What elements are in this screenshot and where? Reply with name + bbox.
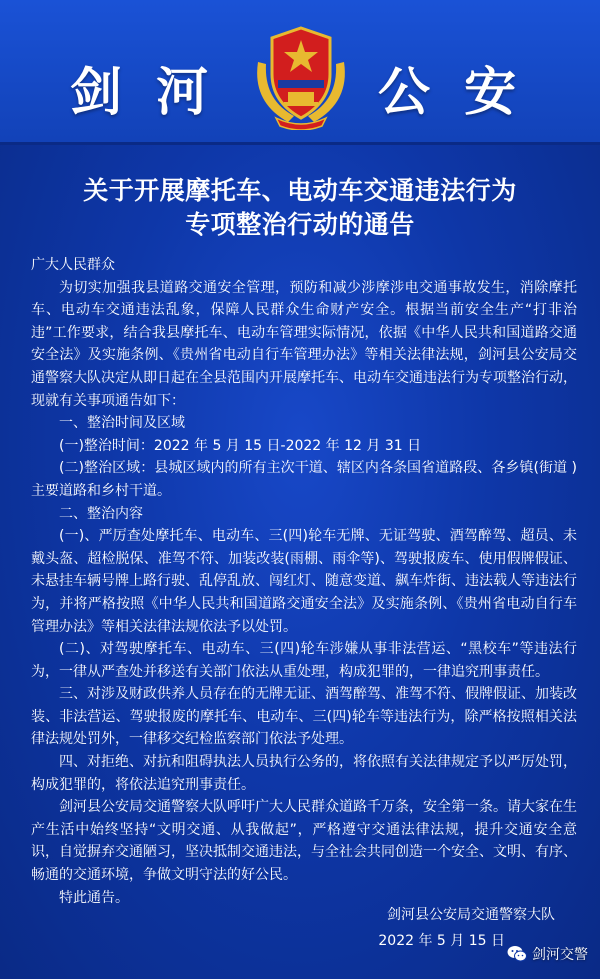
notice-title-line1: 关于开展摩托车、电动车交通违法行为 [83, 176, 517, 205]
paragraph: 三、对涉及财政供养人员存在的无牌无证、酒驾醉驾、准驾不符、假牌假证、加装改装、非法营运、驾驶报废的摩托车、电动车、三(四)轮车等违法行为，除严格按照相关法律法规处罚外，一律移交纪检监察部门依法予处理。 [31, 686, 577, 748]
brand-right-text: 公 安 [378, 63, 525, 123]
header-banner [0, 0, 600, 142]
notice-title-line2: 专项整治行动的通告 [185, 210, 415, 239]
signature: 剑河县公安局交通警察大队 [387, 907, 555, 923]
paragraph: 为切实加强我县道路交通安全管理，预防和减少涉摩涉电交通事故发生，消除摩托车、电动车交通违法乱象，保障人民群众生命财产安全。根据当前安全生产“打非治违”工作要求，结合我县摩托车、电动车管理实际情况，依据《中华人民共和国道路交通安全法》及实施条例、《贵州省电动自行车管理办法》等相关法律法规，剑河县公安局交通警察大队决定从即日起在全县范围内开展摩托车、电动车交通违法行为专项整治行动，现就有关事项通告如下： [31, 279, 577, 409]
watermark-label: 剑河交警 [532, 947, 588, 963]
police-emblem-icon [248, 22, 354, 130]
paragraph: (二)整治区域：县城区域内的所有主次干道、辖区内各条国省道路段、各乡镇(街道 )主要道路和乡村干道。 [31, 460, 577, 499]
paragraph: 剑河县公安局交通警察大队呼吁广大人民群众道路千万条，安全第一条。请大家在生产生活中始终坚持“文明交通、从我做起”，严格遵守交通法律法规，提升交通安全意识，自觉摒弃交通陋习，坚决抵制交通违法，与全社会共同创造一个安全、文明、有序、畅通的交通环境，争做文明守法的好公民。 [31, 799, 577, 884]
watermark [507, 942, 588, 966]
header-divider [0, 142, 600, 145]
section-heading: 二、整治内容 [59, 505, 143, 522]
section-heading: 一、整治时间及区域 [59, 415, 185, 432]
paragraph: (二)、对驾驶摩托车、电动车、三(四)轮车涉嫌从事非法营运、“黑校车”等违法行为，一律从严查处并移送有关部门依法从重处理，构成犯罪的，一律追究刑事责任。 [31, 641, 577, 680]
closing: 特此通告。 [59, 889, 129, 906]
notice-date: 2022 年 5 月 15 日 [378, 933, 505, 949]
paragraph: (一)整治时间：2022 年 5 月 15 日-2022 年 12 月 31 日 [59, 437, 422, 454]
paragraph: (一)、严厉查处摩托车、电动车、三(四)轮车无牌、无证驾驶、酒驾醉驾、超员、未戴头盔、超检脱保、准驾不符、加装改装(雨棚、雨伞等)、驾驶报废车、使用假牌假证、未悬挂车辆号牌上路行驶、乱停乱放、闯红灯、随意变道、飙车炸街、违法载人等违法行为，并将严格按照《中华人民共和国道路交通安全法》及实施条例、《贵州省电动自行车管理办法》等相关法律法规依法予以处罚。 [31, 528, 577, 635]
salutation: 广大人民群众 [31, 257, 115, 273]
paragraph: 四、对拒绝、对抗和阻碍执法人员执行公务的，将依照有关法律规定予以严厉处罚，构成犯罪的，将依法追究刑事责任。 [31, 754, 577, 793]
notice-body [31, 254, 577, 909]
brand-left-text: 剑 河 [70, 63, 217, 123]
wechat-icon [507, 945, 527, 963]
